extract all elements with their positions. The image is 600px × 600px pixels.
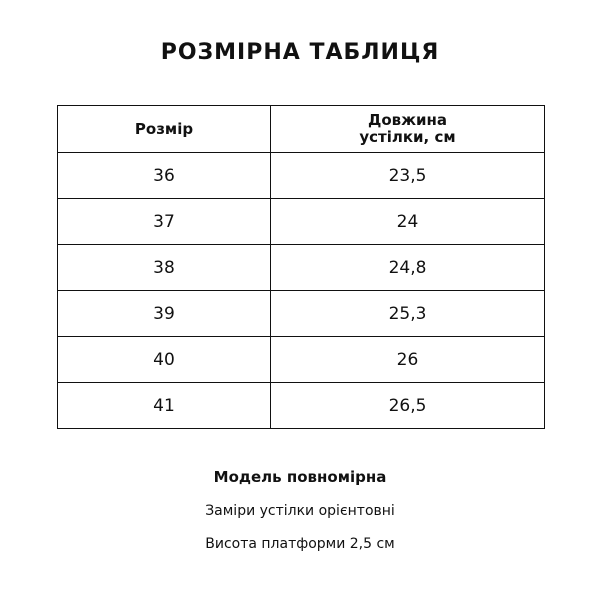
table-row xyxy=(58,245,545,291)
insole-length-cell: 26,5 xyxy=(271,383,545,429)
size-cell: 41 xyxy=(58,383,271,429)
insole-length-cell: 25,3 xyxy=(271,291,545,337)
insole-length-column-header xyxy=(271,106,545,153)
size-chart-table xyxy=(57,105,545,429)
size-cell: 37 xyxy=(58,199,271,245)
table-row xyxy=(58,337,545,383)
insole-length-cell: 26 xyxy=(271,337,545,383)
insole-length-header-line1: Довжина xyxy=(367,111,448,129)
insole-length-header-line2: устілки, см xyxy=(359,128,456,146)
size-cell: 38 xyxy=(58,245,271,291)
table-header-row xyxy=(58,106,545,153)
platform-height-note: Висота платформи 2,5 см xyxy=(205,536,395,552)
insole-length-cell: 24 xyxy=(271,199,545,245)
size-cell: 40 xyxy=(58,337,271,383)
size-column-header xyxy=(58,106,271,153)
fit-note: Модель повномірна xyxy=(213,468,387,486)
table-row xyxy=(58,199,545,245)
size-header-label: Розмір xyxy=(134,119,194,138)
size-cell: 39 xyxy=(58,291,271,337)
table-row xyxy=(58,383,545,429)
table-row xyxy=(58,153,545,199)
insole-length-cell: 24,8 xyxy=(271,245,545,291)
insole-length-cell: 23,5 xyxy=(271,153,545,199)
table-row xyxy=(58,291,545,337)
page-title: РОЗМІРНА ТАБЛИЦЯ xyxy=(160,40,440,65)
size-cell: 36 xyxy=(58,153,271,199)
insole-measurement-note: Заміри устілки орієнтовні xyxy=(205,503,395,519)
